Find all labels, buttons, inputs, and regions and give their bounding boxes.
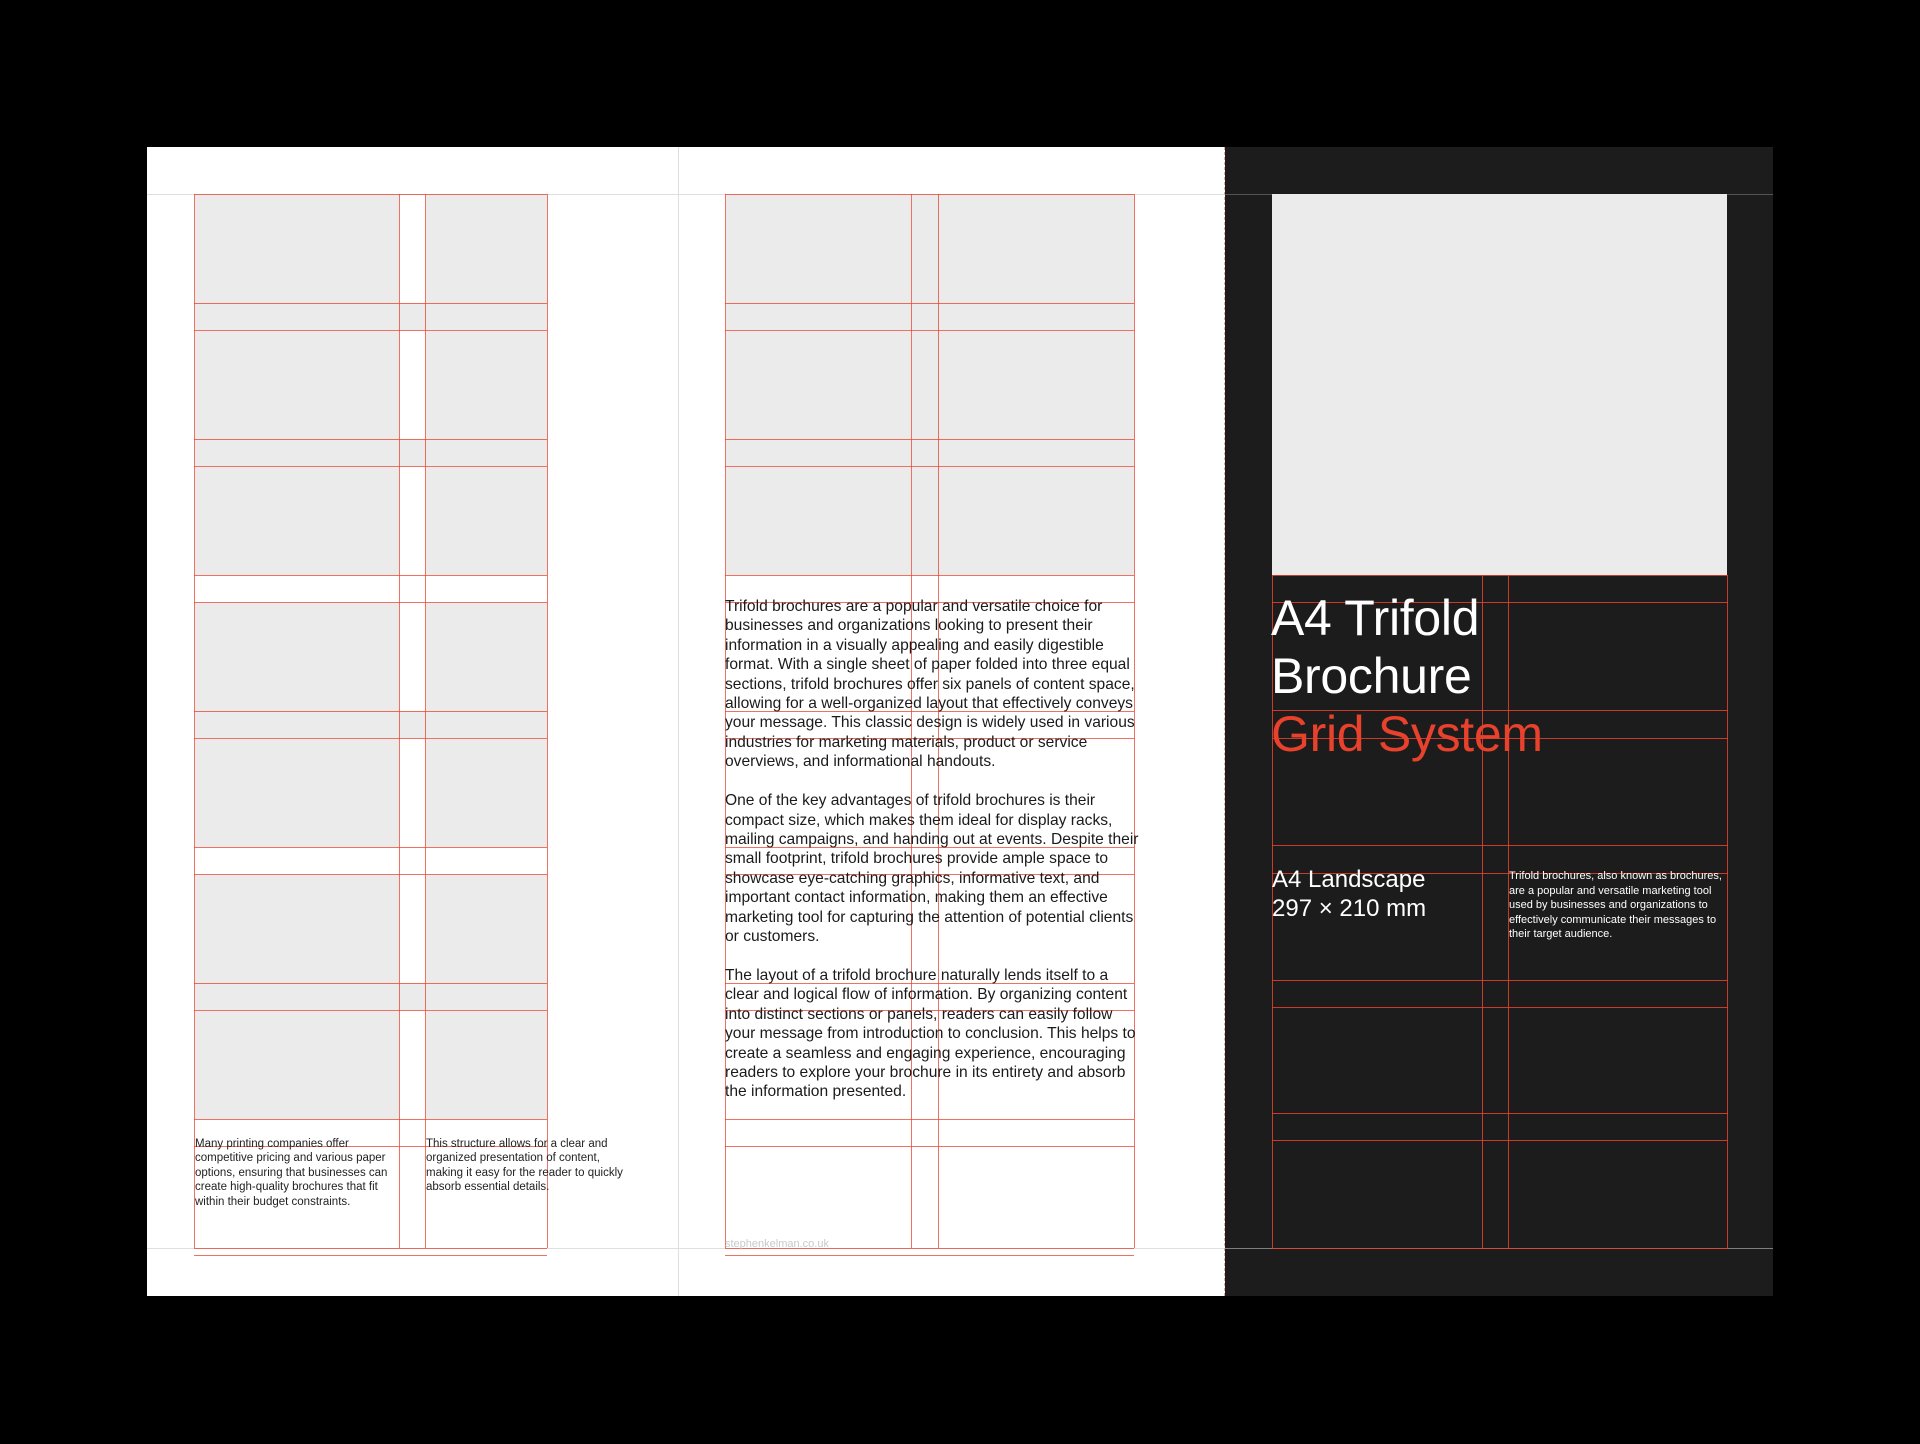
image-placeholder [726,331,911,439]
image-placeholder [726,467,911,575]
grid-row-line [194,1255,547,1256]
grid-column-line [194,194,195,1248]
image-placeholder [195,1011,399,1119]
image-placeholder [726,195,911,303]
spec-format: A4 Landscape [1272,866,1426,893]
grid-row-line [194,575,547,576]
grid-row-line [1272,575,1728,576]
grid-column-line [547,194,548,1248]
image-placeholder [195,711,547,738]
image-placeholder [426,1011,547,1119]
image-placeholder [726,439,1134,466]
image-placeholder [426,603,547,711]
grid-row-line [1272,1248,1728,1249]
body-paragraph: One of the key advantages of trifold brochures is their compact size, which makes them ideal for display racks, mailing campaigns, and handing out at events. Despite their small footprint, trifold brochures provide ample space to showcase eye-catching graphics, informative text, and important contact information, making them an effective marketing tool for capturing the attention of potential clients or customers. [725,792,1139,945]
grid-row-line [725,330,1134,331]
image-placeholder [912,331,938,439]
grid-row-line [725,1146,1134,1147]
image-placeholder [426,739,547,847]
image-placeholder [426,467,547,575]
image-placeholder [195,303,547,330]
image-placeholder [195,331,399,439]
spec-dimensions: 297 × 210 mm [1272,895,1427,922]
grid-row-line [725,575,1134,576]
caption-right: This structure allows for a clear and organized presentation of content, making it easy for the reader to quickly absorb essential details. [426,1138,623,1194]
image-placeholder [195,195,399,303]
image-placeholder [426,195,547,303]
grid-column-line [1482,575,1483,1248]
grid-column-line [399,194,400,1248]
fold-guide [678,147,679,1296]
brochure-spread [147,147,1773,1296]
cover-image-placeholder [1272,194,1727,575]
grid-row-line [725,1255,1134,1256]
grid-row-line [1272,980,1728,981]
grid-row-line [194,1248,547,1249]
cover-blurb: Trifold brochures, also known as brochures, are a popular and versatile marketing tool used by businesses and organizations to effectively communicate their messages to their target audience. [1509,870,1722,940]
cover-title-line2: Brochure [1271,648,1472,704]
body-copy [725,597,1145,1121]
grid-row-line [194,330,547,331]
grid-row-line [725,194,1134,195]
image-placeholder [938,467,1134,575]
grid-row-line [194,602,547,603]
image-placeholder [426,875,547,983]
image-placeholder [195,875,399,983]
image-placeholder [195,439,547,466]
grid-column-line [425,194,426,1248]
image-placeholder [938,195,1134,303]
grid-row-line [194,847,547,848]
image-placeholder [426,331,547,439]
image-placeholder [938,331,1134,439]
grid-row-line [194,1010,547,1011]
grid-row-line [194,738,547,739]
grid-row-line [194,983,547,984]
grid-row-line [725,439,1134,440]
grid-row-line [194,874,547,875]
grid-row-line [194,711,547,712]
grid-row-line [1272,1007,1728,1008]
image-placeholder [726,303,1134,330]
grid-row-line [194,1119,547,1120]
site-credit: stephenkelman.co.uk [725,1238,829,1250]
image-placeholder [195,467,399,575]
grid-row-line [1272,845,1728,846]
inside-spread [147,147,1225,1296]
grid-row-line [1272,1140,1728,1141]
grid-row-line [194,194,547,195]
grid-row-line [1272,1113,1728,1114]
grid-row-line [194,439,547,440]
grid-row-line [194,466,547,467]
image-placeholder [195,983,547,1010]
body-paragraph: The layout of a trifold brochure naturally lends itself to a clear and logical flow of information. By organizing content into distinct sections or panels, readers can easily follow your message from introduction to conclusion. This helps to create a seamless and engaging experience, encouraging readers to explore your brochure in its entirety and absorb the information presented. [725,966,1136,1101]
cover-title-line1: A4 Trifold [1271,590,1480,646]
image-placeholder [195,739,399,847]
grid-row-line [725,466,1134,467]
cover-panel [1225,147,1773,1296]
image-placeholder [195,603,399,711]
cover-title-line3: Grid System [1271,706,1543,762]
caption-left: Many printing companies offer competitive pricing and various paper options, ensuring that businesses can create high-quality brochures that fit within their budget constraints. [195,1138,388,1208]
image-placeholder [912,467,938,575]
body-paragraph: Trifold brochures are a popular and versatile choice for businesses and organizations looking to present their information in a visually appealing and easily digestible format. With a single sheet of paper folded into three equal sections, trifold brochures offer six panels of content space, allowing for a well-organized layout that effectively conveys your message. This classic design is widely used in various industries for marketing materials, product or service overviews, and informational handouts. [725,598,1135,771]
grid-row-line [725,303,1134,304]
grid-column-line [1727,575,1728,1248]
image-placeholder [912,195,938,303]
grid-row-line [194,303,547,304]
